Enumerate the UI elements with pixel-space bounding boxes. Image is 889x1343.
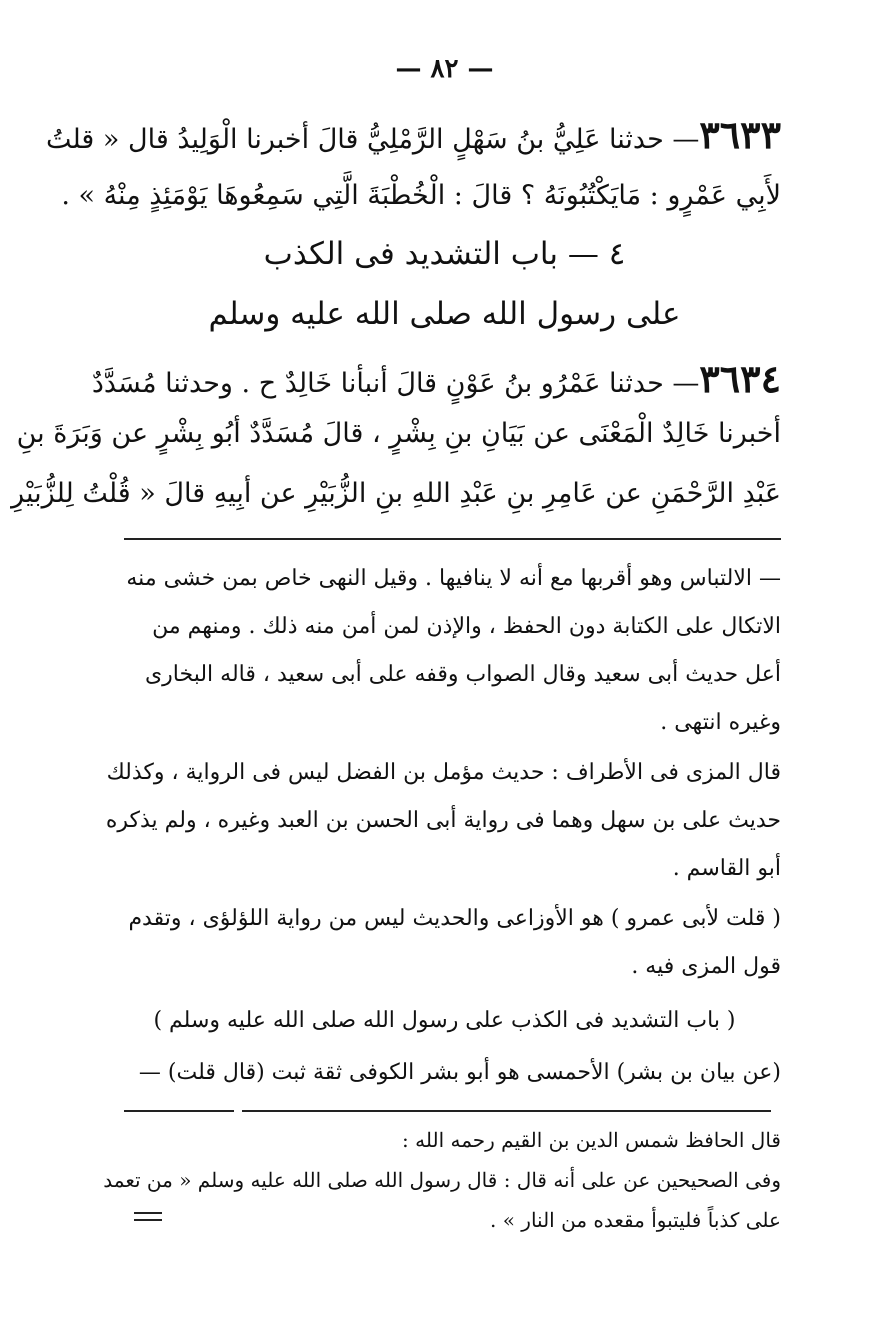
hadith-text: — حدثنا عَلِيُّ بنُ سَهْلٍ الرَّمْلِيُّ قالَ أخبرنا الْوَلِيدُ قال « قلتُ (45, 124, 700, 155)
hadith-3633-line-2: لأَبِي عَمْرٍو : مَايَكْتُبُونَهُ ؟ قالَ : الْخُطْبَةَ الَّتِي سَمِعُوهَا يَوْمَئِذٍ مِنْهُ » . (61, 180, 781, 211)
commentary-line: ( قلت لأبى عمرو ) هو الأوزاعى والحديث ليس من رواية اللؤلؤى ، وتقدم (128, 906, 781, 931)
commentary-line: وغيره انتهى . (660, 710, 781, 735)
commentary-line: الاتكال على الكتابة دون الحفظ ، والإذن لمن أمن منه ذلك . ومنهم من (152, 614, 781, 639)
continuation-mark (134, 1212, 162, 1221)
commentary-line: أعل حديث أبى سعيد وقال الصواب وقفه على أبى سعيد ، قاله البخارى (144, 662, 781, 687)
footnote-line: وفى الصحيحين عن على أنه قال : قال رسول الله صلى الله عليه وسلم « من تعمد (103, 1168, 781, 1192)
commentary-line: قال المزى فى الأطراف : حديث مؤمل بن الفضل ليس فى الرواية ، وكذلك (106, 760, 781, 785)
commentary-line: حديث على بن سهل وهما فى رواية أبى الحسن بن العبد وغيره ، ولم يذكره (105, 808, 781, 833)
footnote-divider-short (124, 1110, 234, 1112)
commentary-line: قول المزى فيه . (631, 954, 781, 979)
commentary-line: — الالتباس وهو أقربها مع أنه لا ينافيها . وقيل النهى خاص بمن خشى منه (126, 566, 781, 591)
footnote-divider (242, 1110, 771, 1112)
hadith-number: ٣٦٣٣ (699, 112, 781, 157)
page-number: — ٨٢ — (395, 54, 494, 84)
hadith-3634-line-3: عَبْدِ الرَّحْمَنِ عن عَامِرِ بنِ عَبْدِ اللهِ بنِ الزُّبَيْرِ عن أبِيهِ قالَ « قُلْتُ لِلزُّبَيْرِ (11, 478, 781, 509)
chapter-subtitle: على رسول الله صلى الله عليه وسلم (208, 296, 681, 332)
commentary-chapter-heading: ( باب التشديد فى الكذب على رسول الله صلى الله عليه وسلم ) (153, 1008, 736, 1033)
hadith-3634-line-1 (91, 356, 781, 401)
hadith-3633-line-1 (45, 112, 781, 157)
hadith-3634-line-2: أخبرنا خَالِدٌ الْمَعْنَى عن بَيَانِ بنِ بِشْرٍ ، قالَ مُسَدَّدٌ أبُو بِشْرٍ عن وَبَرَةَ بنِ (16, 418, 781, 449)
chapter-title: ٤ — باب التشديد فى الكذب (263, 236, 626, 272)
section-divider (124, 538, 781, 540)
commentary-line: أبو القاسم . (672, 856, 781, 881)
hadith-text: — حدثنا عَمْرُو بنُ عَوْنٍ قالَ أنبأنا خَالِدٌ ح . وحدثنا مُسَدَّدٌ (91, 368, 700, 399)
footnote-line: قال الحافظ شمس الدين بن القيم رحمه الله : (402, 1128, 781, 1152)
commentary-line: (عن بيان بن بشر) الأحمسى هو أبو بشر الكوفى ثقة ثبت (قال قلت) — (138, 1060, 781, 1085)
footnote-line: على كذباً فليتبوأ مقعده من النار » . (489, 1208, 781, 1232)
hadith-number: ٣٦٣٤ (699, 356, 781, 401)
